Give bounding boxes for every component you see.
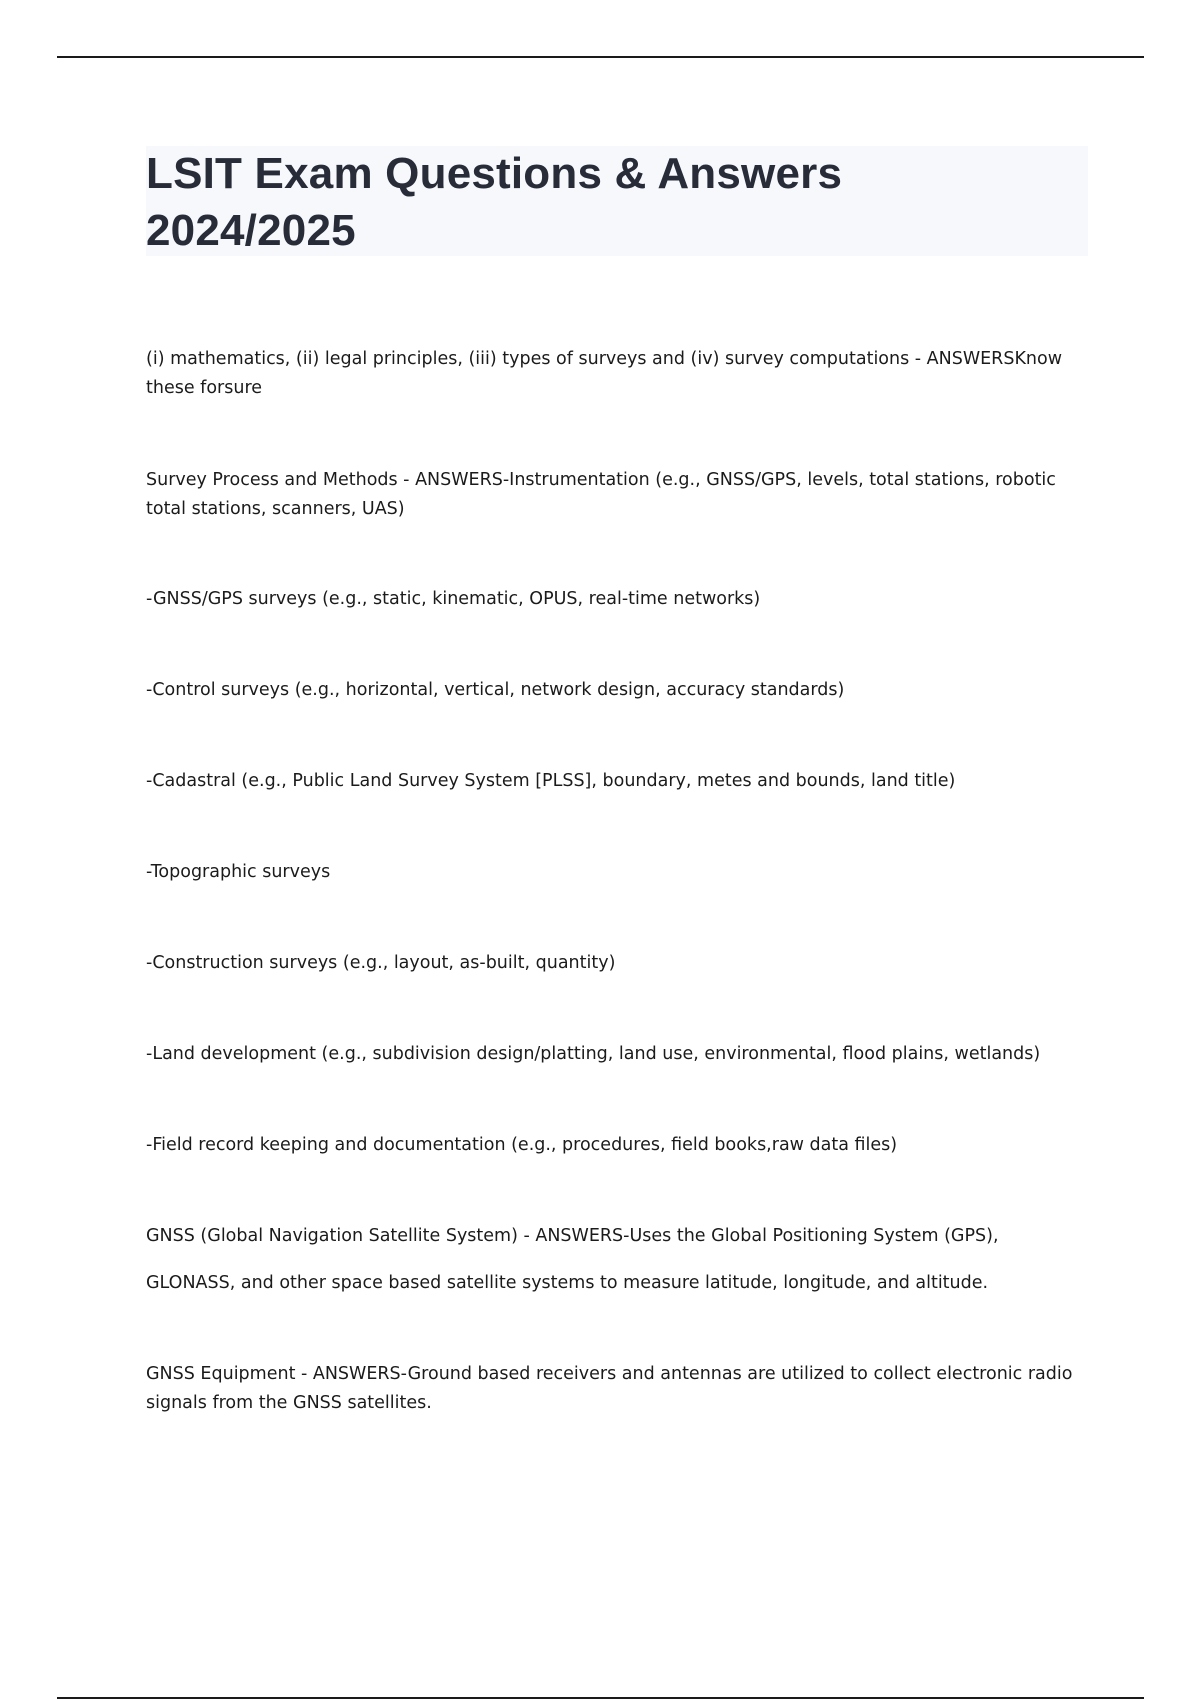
qa-entry-gnss-gps-surveys <box>146 585 1096 614</box>
entry-line: -Construction surveys (e.g., layout, as-built, quantity) <box>146 953 616 973</box>
entry-line: GLONASS, and other space based satellite systems to measure latitude, longitude, and altitude. <box>146 1273 989 1293</box>
qa-entry-topographic <box>146 858 1096 887</box>
entry-line: GNSS (Global Navigation Satellite System) - ANSWERS-Uses the Global Positioning System (GPS), <box>146 1226 999 1246</box>
qa-entry-survey-process <box>146 466 1096 524</box>
entry-line: Survey Process and Methods - ANSWERS-Instrumentation (e.g., GNSS/GPS, levels, total stations, robotic <box>146 470 1056 490</box>
title-line: LSIT Exam Questions & Answers <box>146 149 843 198</box>
qa-entry-land-development <box>146 1040 1096 1069</box>
qa-entry-field-records <box>146 1131 1096 1160</box>
top-rule <box>57 56 1144 58</box>
qa-entry-exam-topics <box>146 345 1096 403</box>
qa-entry-gnss-equipment <box>146 1360 1096 1418</box>
title-line: 2024/2025 <box>146 206 356 255</box>
entry-line: (i) mathematics, (ii) legal principles, (iii) types of surveys and (iv) survey computations - ANSWERSKnow <box>146 349 1063 369</box>
qa-entry-control-surveys <box>146 676 1096 705</box>
entry-line: -Cadastral (e.g., Public Land Survey System [PLSS], boundary, metes and bounds, land title) <box>146 771 956 791</box>
entry-line: -GNSS/GPS surveys (e.g., static, kinematic, OPUS, real-time networks) <box>146 589 761 609</box>
qa-entry-gnss-definition <box>146 1222 1096 1298</box>
qa-entry-cadastral <box>146 767 1096 796</box>
entry-line: signals from the GNSS satellites. <box>146 1393 432 1413</box>
entry-line: GNSS Equipment - ANSWERS-Ground based receivers and antennas are utilized to collect electronic radio <box>146 1364 1073 1384</box>
bottom-rule <box>57 1697 1144 1699</box>
entry-line: -Topographic surveys <box>146 862 331 882</box>
document-title <box>146 145 1088 259</box>
qa-entry-construction <box>146 949 1096 978</box>
entry-line: these forsure <box>146 378 263 398</box>
entry-line: -Field record keeping and documentation (e.g., procedures, field books,raw data files) <box>146 1135 898 1155</box>
entry-line: -Land development (e.g., subdivision design/platting, land use, environmental, flood plains, wetlands) <box>146 1044 1041 1064</box>
entry-line: -Control surveys (e.g., horizontal, vertical, network design, accuracy standards) <box>146 680 845 700</box>
entry-line: total stations, scanners, UAS) <box>146 499 405 519</box>
